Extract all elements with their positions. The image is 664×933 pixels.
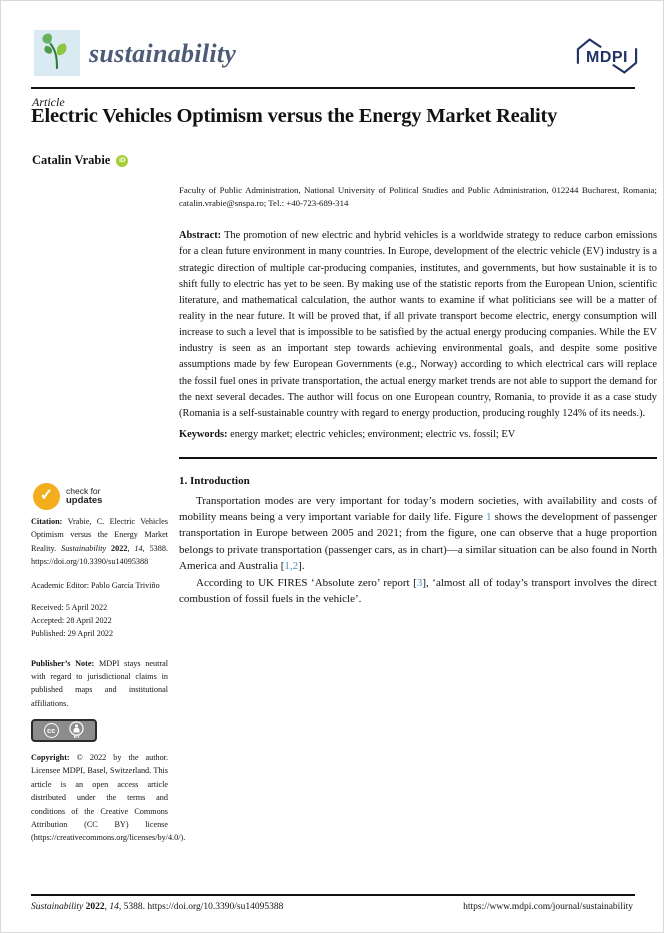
intro-p1-text: shows the development of passenger transportation in Europe between 2005 and 2021; from the figure, one can observe that a huge proportion belongs to private transportation (passenger cars, as in chart)—a similar situation can be also found in North America and Australia [ <box>179 510 658 573</box>
citation-doi-link[interactable]: https://doi.org/10.3390/su14095388 <box>31 557 149 567</box>
page-title: Electric Vehicles Optimism versus the Energy Market Reality <box>31 105 558 127</box>
copyright-label: Copyright: <box>31 753 70 763</box>
check-icon: ✓ <box>33 483 60 510</box>
footer-doi-link[interactable]: https://doi.org/10.3390/su14095388 <box>147 902 284 912</box>
svg-text:MDPI: MDPI <box>586 48 628 66</box>
footer-sep: , <box>104 902 110 912</box>
check-badge-line1: check for <box>66 485 101 496</box>
orcid-icon[interactable]: iD <box>116 155 128 167</box>
footer-volume: 14 <box>109 902 119 912</box>
footer-journal: Sustainability <box>31 902 84 912</box>
publisher-note-text: MDPI stays neutral with regard to jurisdictional claims in published maps and institutional affiliations. <box>31 658 168 708</box>
published-label: Published: <box>31 629 66 639</box>
cc-icon: cc <box>44 723 59 738</box>
dates-block <box>31 601 168 641</box>
citation-volume: 14 <box>134 543 143 553</box>
journal-logo <box>34 30 80 76</box>
intro-paragraph-2 <box>179 575 657 608</box>
cc-by-license-badge[interactable] <box>31 719 97 742</box>
sidebar <box>31 482 186 845</box>
received-date <box>31 601 168 614</box>
keywords-label: Keywords: <box>179 429 228 441</box>
accepted-value: 28 April 2022 <box>64 616 112 626</box>
citation-block <box>31 515 168 568</box>
keywords <box>179 427 657 443</box>
publisher-note-label: Publisher’s Note: <box>31 658 95 668</box>
abstract-label: Abstract: <box>179 230 222 242</box>
article-type-label: Article <box>32 95 65 109</box>
footer-citation <box>31 902 283 912</box>
published-value: 29 April 2022 <box>65 629 114 639</box>
author-row <box>32 153 128 168</box>
copyright-block <box>31 751 186 844</box>
footer-rule <box>31 894 635 896</box>
footer-journal-url[interactable]: https://www.mdpi.com/journal/sustainability <box>463 902 633 912</box>
accepted-date <box>31 614 168 627</box>
keywords-text: energy market; electric vehicles; environment; electric vs. fossil; EV <box>227 429 516 441</box>
abstract-text: The promotion of new electric and hybrid vehicles is a worldwide strategy to reduce carbon emissions for a clean future environment in many countries. In Europe, development of the electric vehicle (EV) industry is a strategic direction of multiple car-producing companies, institutes, and governments, but how sustainable it is to shift fully to electric has yet to be seen. By making use of the statistic reports from the European Union, scientific literature, and mathematical calculation, the author wants to examine if what politicians see will be a matter of reality in the near future. It will be proved that, if all private transport become electric, energy consumption will increase to such a level that is impossible to be satisfied by the actual energy producing companies. While the EV industry is seen as an important step towards achieving environmental goals, and despite some positive assumptions made by few European Governments (e.g., Norway) according to which electrical cars will replace the fossil fuel ones in private transportation, the actual energy market trends are not able to support the demand for the next several decades. The author will focus on one European country, Romania, to provide it as a case study (Romania is a self-sustainable country with regard to energy production, producing roughly 124% of its needs.). <box>179 230 657 419</box>
citation-journal: Sustainability <box>61 543 107 553</box>
intro-p2-text: According to UK FIRES ‘Absolute zero’ report [ <box>196 576 417 589</box>
academic-editor <box>31 579 168 592</box>
figure-1-ref-link[interactable]: 1 <box>485 510 492 523</box>
check-badge-text <box>66 487 102 506</box>
intro-paragraph-1 <box>179 493 657 575</box>
main-column <box>179 184 657 607</box>
citation-sep: , <box>127 543 135 553</box>
affiliation: Faculty of Public Administration, National University of Political Studies and Public Administration, 012244 Bucharest, Romania; catalin.vrabie@snspa.ro; Tel.: +40-723-689-314 <box>179 185 657 208</box>
header-rule <box>31 87 635 89</box>
citation-pages: , 5388. <box>142 543 169 553</box>
citation-label: Citation: <box>31 517 63 526</box>
citation-ref-link-3[interactable]: 3 <box>416 576 423 589</box>
keywords-divider <box>179 457 657 459</box>
citation-year: 2022 <box>106 543 128 553</box>
abstract <box>179 228 657 422</box>
author-name: Catalin Vrabie <box>32 153 111 167</box>
intro-heading: 1. Introduction <box>179 474 250 487</box>
accepted-label: Accepted: <box>31 616 65 626</box>
copyright-text: © 2022 by the author. Licensee MDPI, Basel, Switzerland. This article is an open access article distributed under the terms and conditions of the Creative Commons Attribution (CC BY) license (https://creativecommons.org/licenses/by/4.0/). <box>31 753 186 843</box>
received-label: Received: <box>31 602 64 612</box>
intro-p1-text: Transportation modes are very important for today’s modern societies, with availability and costs of mobility means being a very important variable for daily life. Figure <box>179 494 657 523</box>
citation-text: Vrabie, C. Electric Vehicles Optimism versus the Energy Market Reality. <box>31 517 168 553</box>
cc-by-person-icon <box>69 721 84 740</box>
academic-editor-label: Academic Editor: <box>31 581 89 591</box>
publisher-note <box>31 657 168 710</box>
citation-ref-link-1-2[interactable]: 1,2 <box>284 560 299 573</box>
footer-pages: , 5388. <box>118 902 148 912</box>
check-for-updates-badge[interactable] <box>33 482 168 510</box>
academic-editor-name: Pablo García Triviño <box>88 581 160 591</box>
plant-sprout-icon <box>40 32 74 75</box>
journal-name: sustainability <box>89 39 237 68</box>
intro-p1-text: ]. <box>298 560 305 573</box>
footer-year: 2022 <box>83 902 105 912</box>
intro-p2-text: ], ‘almost all of today’s transport involves the direct combustion of fossil fuels in the vehicle’. <box>179 576 657 605</box>
received-value: 5 April 2022 <box>63 602 108 612</box>
published-date <box>31 627 168 640</box>
mdpi-logo <box>575 36 639 81</box>
check-badge-line2: updates <box>66 495 103 506</box>
by-label: BY <box>73 734 80 740</box>
